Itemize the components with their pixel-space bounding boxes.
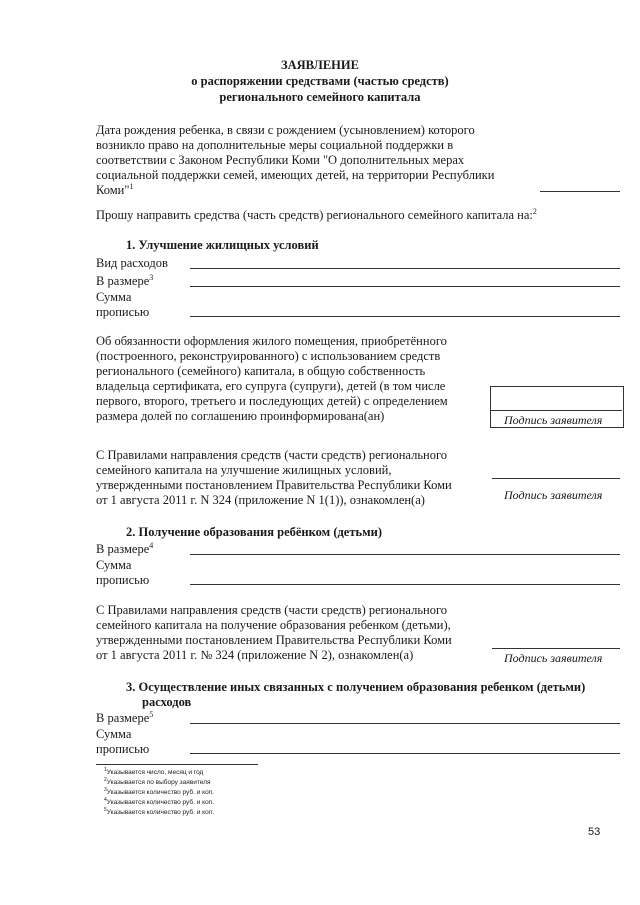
signature-caption-3: Подпись заявителя — [504, 651, 603, 665]
amount-label-3: В размере$^5$ — [96, 709, 154, 725]
intro-line-4: социальной поддержки семей, имеющих детей, на территории Республики — [96, 168, 495, 182]
expense-type-field[interactable] — [190, 268, 620, 269]
sum-words-field-1[interactable] — [190, 316, 620, 317]
rules-para-1-line-3: утвержденными постановлением Правительства Республики Коми — [96, 478, 452, 492]
amount-field-1[interactable] — [190, 286, 620, 287]
info-para-line-1: Об обязанности оформления жилого помещения, приобретённого — [96, 334, 447, 348]
footnote-separator — [96, 764, 258, 765]
signature-caption-2: Подпись заявителя — [504, 488, 603, 502]
expense-type-label: Вид расходов — [96, 256, 168, 270]
section-2-heading: 2. Получение образования ребёнком (детьми) — [126, 525, 382, 539]
document-subtitle-2: регионального семейного капитала — [219, 90, 421, 104]
rules-para-1-line-1: С Правилами направления средств (части средств) регионального — [96, 448, 448, 462]
sum-label-2b: прописью — [96, 573, 150, 587]
info-para-line-2: (построенного, реконструированного) с использованием средств — [96, 349, 441, 363]
footnote-2: $^2$Указывается по выбору заявителя — [104, 776, 211, 786]
document-subtitle-1: о распоряжении средствами (частью средств) — [191, 74, 449, 88]
page-number: 53 — [588, 826, 601, 838]
amount-label-2: В размере$^4$ — [96, 540, 154, 556]
sum-label-1b: прописью — [96, 305, 150, 319]
sum-words-field-2[interactable] — [190, 584, 620, 585]
signature-line-2[interactable] — [492, 478, 620, 479]
rules-para-2-line-1: С Правилами направления средств (части средств) регионального — [96, 603, 448, 617]
document-title: ЗАЯВЛЕНИЕ — [281, 58, 359, 72]
intro-line-5: Коми"$^1$ — [96, 181, 134, 197]
intro-line-3: соответствии с Законом Республики Коми "О дополнительных мерах — [96, 153, 465, 167]
footnote-3: $^3$Указывается количество руб. и коп. — [104, 786, 215, 796]
rules-para-1-line-4: от 1 августа 2011 г. N 324 (приложение N 1(1)), ознакомлен(а) — [96, 493, 425, 507]
amount-label-1: В размере$^3$ — [96, 272, 154, 288]
intro-line-1: Дата рождения ребенка, в связи с рождением (усыновлением) которого — [96, 123, 475, 137]
amount-field-3[interactable] — [190, 723, 620, 724]
signature-caption-1: Подпись заявителя — [504, 413, 603, 427]
amount-field-2[interactable] — [190, 554, 620, 555]
footnote-4: $^4$Указывается количество руб. и коп. — [104, 796, 215, 806]
footnote-5: $^5$Указывается количество руб. и коп. — [104, 806, 215, 816]
sum-label-2a: Сумма — [96, 558, 132, 572]
info-para-line-6: размера долей по соглашению проинформирована(ан) — [96, 409, 385, 423]
info-para-line-5: первого, второго, третьего и последующих детей) с определением — [96, 394, 448, 408]
sum-words-field-3[interactable] — [190, 753, 620, 754]
rules-para-2-line-3: утвержденными постановлением Правительства Республики Коми — [96, 633, 452, 647]
section-1-heading: 1. Улучшение жилищных условий — [126, 238, 319, 252]
rules-para-2-line-2: семейного капитала на получение образования ребенком (детьми), — [96, 618, 451, 632]
sum-label-3b: прописью — [96, 742, 150, 756]
request-text: Прошу направить средства (часть средств) регионального семейного капитала на:$^2$ — [96, 206, 537, 222]
birth-date-field[interactable] — [540, 191, 620, 192]
section-3-heading: 3. Осуществление иных связанных с получением образования ребенком (детьми) — [126, 680, 586, 694]
rules-para-2-line-4: от 1 августа 2011 г. № 324 (приложение N 2), ознакомлен(а) — [96, 648, 414, 662]
section-3-heading-cont: расходов — [142, 695, 192, 709]
signature-line-3[interactable] — [492, 648, 620, 649]
info-para-line-4: владельца сертификата, его супруга (супруги), детей (в том числе — [96, 379, 446, 393]
info-para-line-3: регионального (семейного) капитала, в общую собственность — [96, 364, 426, 378]
footnote-1: $^1$Указывается число, месяц и год — [104, 766, 204, 776]
sum-label-3a: Сумма — [96, 727, 132, 741]
signature-box-divider — [490, 410, 622, 411]
intro-line-2: возникло право на дополнительные меры социальной поддержки в — [96, 138, 454, 152]
rules-para-1-line-2: семейного капитала на улучшение жилищных условий, — [96, 463, 392, 477]
sum-label-1a: Сумма — [96, 290, 132, 304]
